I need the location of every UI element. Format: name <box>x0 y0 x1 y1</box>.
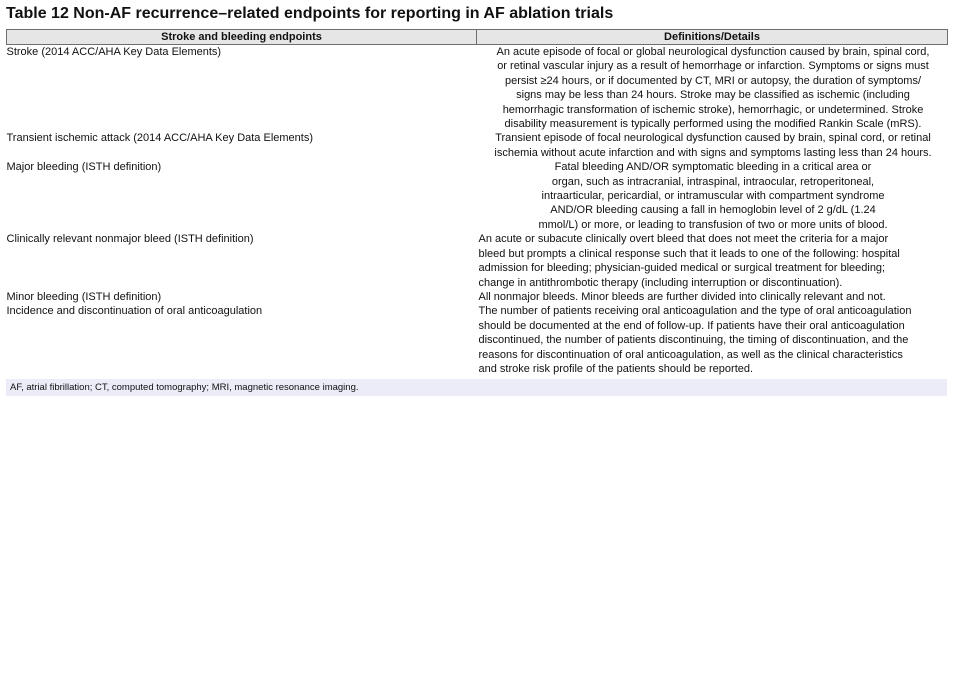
endpoint-cell: Minor bleeding (ISTH definition) <box>6 290 162 303</box>
definition-cell <box>477 304 948 376</box>
definition-line: Fatal bleeding AND/OR symptomatic bleeding in a critical area or <box>554 161 872 174</box>
definition-line: bleed but prompts a clinical response such that it leads to one of the following: hospital <box>478 247 900 260</box>
definition-cell <box>477 290 948 304</box>
definition-line: should be documented at the end of follow-up. If patients have their oral anticoagulation <box>478 319 905 332</box>
column-header-endpoints: Stroke and bleeding endpoints <box>7 30 477 45</box>
endpoint-cell: Transient ischemic attack (2014 ACC/AHA Key Data Elements) <box>6 132 313 145</box>
table-title: Table 12 Non-AF recurrence–related endpoints for reporting in AF ablation trials <box>6 5 614 22</box>
definition-cell <box>477 232 948 290</box>
definition-line: signs may be less than 24 hours. Stroke may be classified as ischemic (including <box>516 89 910 102</box>
definition-line: The number of patients receiving oral anticoagulation and the type of oral anticoagulation <box>478 305 912 318</box>
definition-line: AND/OR bleeding causing a fall in hemoglobin level of 2 g/dL (1.24 <box>550 204 876 217</box>
definition-line: discontinued, the number of patients discontinuing, the timing of discontinuation, and the <box>478 334 909 347</box>
endpoint-cell: Clinically relevant nonmajor bleed (ISTH definition) <box>6 233 254 246</box>
definition-line: and stroke risk profile of the patients should be reported. <box>478 362 754 375</box>
table-row <box>7 160 948 232</box>
endpoint-cell: Major bleeding (ISTH definition) <box>6 161 162 174</box>
table-row <box>7 304 948 376</box>
table-footnote: AF, atrial fibrillation; CT, computed tomography; MRI, magnetic resonance imaging. <box>6 379 947 396</box>
definition-cell <box>477 131 948 160</box>
definition-line: All nonmajor bleeds. Minor bleeds are further divided into clinically relevant and not. <box>478 290 886 303</box>
table-row <box>7 45 948 132</box>
definition-line: ischemia without acute infarction and with signs and symptoms lasting less than 24 hours. <box>494 146 932 159</box>
definition-cell <box>477 160 948 232</box>
definition-line: admission for bleeding; physician-guided medical or surgical treatment for bleeding; <box>478 262 886 275</box>
definition-line: hemorrhagic transformation of ischemic stroke), hemorrhagic, or undetermined. Stroke <box>502 103 924 116</box>
definition-cell <box>477 45 948 132</box>
endpoint-cell: Stroke (2014 ACC/AHA Key Data Elements) <box>6 46 222 58</box>
definition-line: Transient episode of focal neurological dysfunction caused by brain, spinal cord, or retinal <box>495 132 931 145</box>
definition-line: An acute episode of focal or global neurological dysfunction caused by brain, spinal cord, <box>496 46 930 58</box>
document-page <box>6 4 947 396</box>
table-row <box>7 131 948 160</box>
definition-line: mmol/L) or more, or leading to transfusion of two or more units of blood. <box>538 218 888 231</box>
table-header-row <box>7 30 948 45</box>
endpoint-cell: Incidence and discontinuation of oral anticoagulation <box>6 305 263 318</box>
definition-line: reasons for discontinuation of oral anticoagulation, as well as the clinical characteristics <box>478 348 903 361</box>
definition-line: or retinal vascular injury as a result of hemorrhage or infarction. Symptoms or signs must <box>497 60 929 73</box>
definition-line: persist ≥24 hours, or if documented by CT, MRI or autopsy, the duration of symptoms/ <box>504 74 922 87</box>
definition-line: An acute or subacute clinically overt bleed that does not meet the criteria for a major <box>478 233 889 246</box>
definition-line: intraarticular, pericardial, or intramuscular with compartment syndrome <box>541 190 885 203</box>
definition-line: organ, such as intracranial, intraspinal, intraocular, retroperitoneal, <box>551 175 875 188</box>
endpoints-table <box>6 29 948 376</box>
table-row <box>7 232 948 290</box>
table-row <box>7 290 948 304</box>
definition-line: disability measurement is typically performed using the modified Rankin Scale (mRS). <box>504 118 922 131</box>
definition-line: change in antithrombotic therapy (including interruption or discontinuation). <box>478 276 843 289</box>
column-header-definitions: Definitions/Details <box>477 30 948 45</box>
